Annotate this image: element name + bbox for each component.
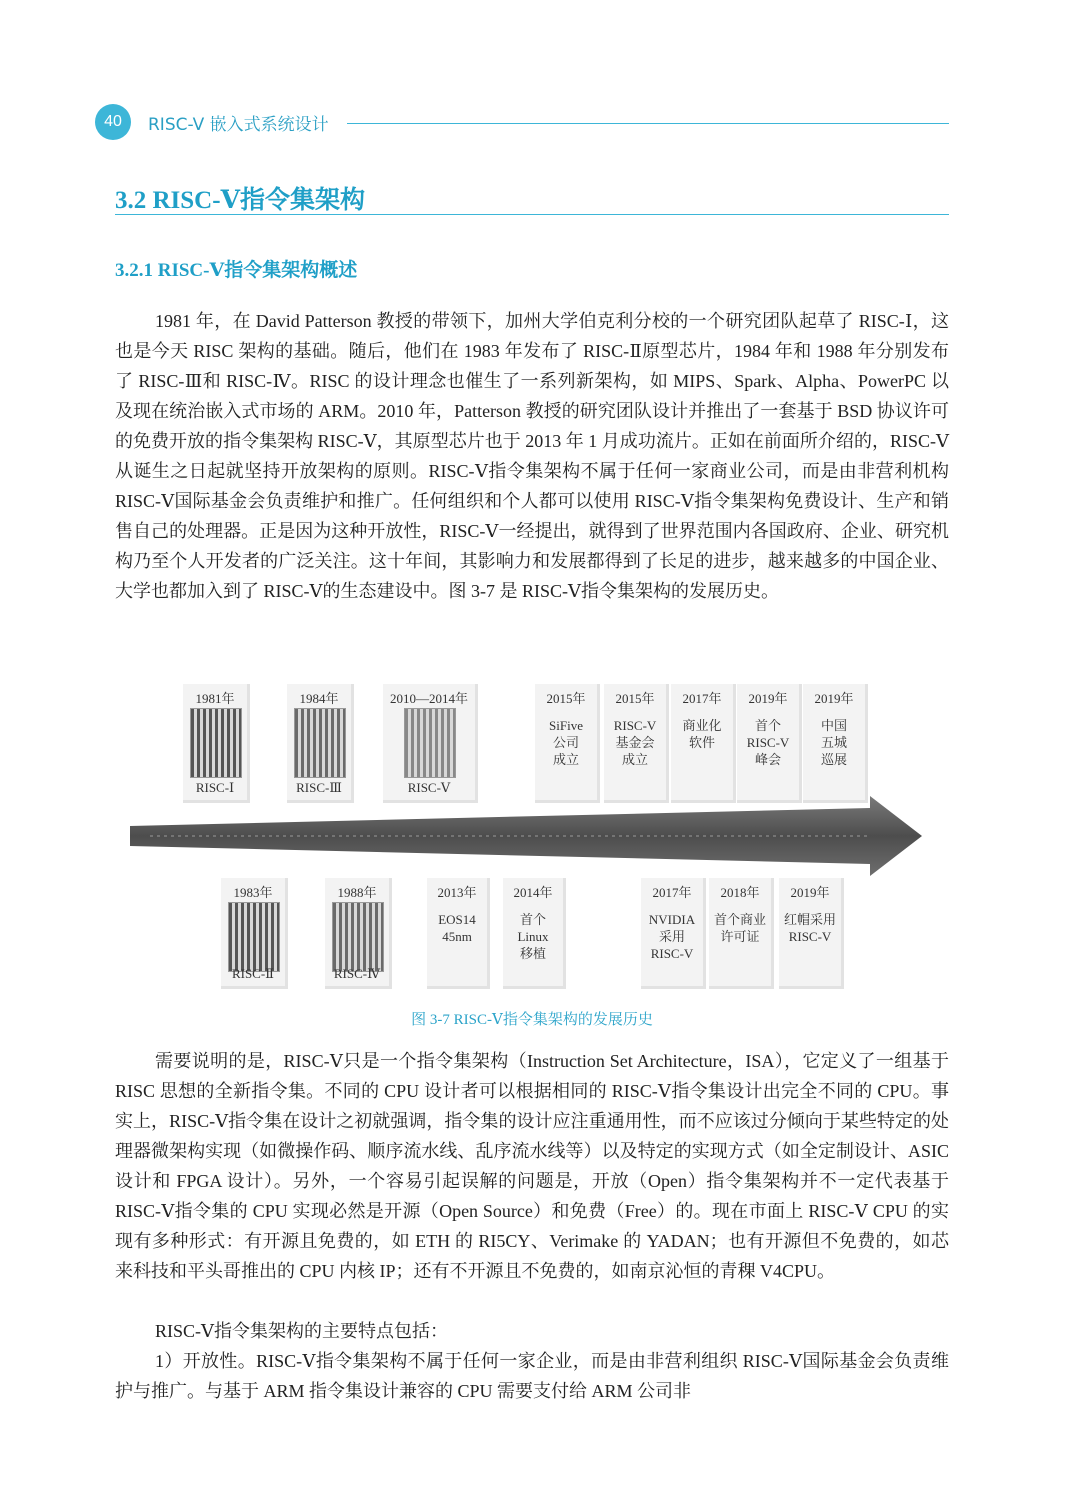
timeline-event: 首个 RISC-V 峰会	[746, 718, 790, 767]
chip-image	[332, 902, 384, 972]
chip-label: RISC-Ⅰ	[195, 780, 235, 795]
timeline-top-card	[604, 684, 669, 803]
timeline-event: 商业化 软件	[682, 718, 722, 750]
timeline-year: 2017年	[682, 691, 722, 706]
timeline-year: 2019年	[790, 885, 830, 900]
timeline-event: 首个 Linux 移植	[517, 912, 549, 961]
chip-image	[294, 708, 346, 778]
timeline-event: EOS14 45nm	[438, 912, 476, 944]
timeline-bottom-card	[641, 878, 706, 989]
paragraph-isa-explanation: 需要说明的是，RISC-Ⅴ只是一个指令集架构（Instruction Set Architecture，ISA），它定义了一组基于 RISC 思想的全新指令集。不同的 CPU 设计者可以根据相同的 RISC-Ⅴ指令集设计出完全不同的 CPU。事实上，RISC-Ⅴ指令集在设计之初就强调，指令集的设计应注重通用性，而不应该过分倾向于某些特定的处理器微架构实现（如微操作码、顺序流水线、乱序流水线等）以及特定的实现方式（如全定制设计、ASIC 设计和 FPGA 设计）。另外，一个容易引起误解的问题是，开放（Open）指令集架构并不一定代表基于 RISC-Ⅴ指令集的 CPU 实现必然是开源（Open Source）和免费（Free）的。现在市面上 RISC-Ⅴ CPU 的实现有多种形式：有开源且免费的，如 ETH 的 RI5CY、Verimake 的 YADAN；也有开源但不免费的，如芯来科技和平头哥推出的 CPU 内核 IP；还有不开源且不免费的，如南京沁恒的青稞 V4CPU。	[115, 1051, 949, 1281]
timeline-bottom-card	[427, 878, 490, 989]
timeline-year: 2017年	[652, 885, 692, 900]
timeline-event: NVIDIA 采用 RISC-V	[648, 912, 696, 961]
timeline-year: 2010—2014年	[389, 691, 468, 706]
paragraph-history: 1981 年，在 David Patterson 教授的带领下，加州大学伯克利分校的一个研究团队起草了 RISC-Ⅰ，这也是今天 RISC 架构的基础。随后，他们在 1983 年发布了 RISC-Ⅱ原型芯片，1984 年和 1988 年分别发布了 RISC-Ⅲ和 RISC-Ⅳ。RISC 的设计理念也催生了一系列新架构，如 MIPS、Spark、Alpha、PowerPC 以及现在统治嵌入式市场的 ARM。2010 年，Patterson 教授的研究团队设计并推出了一套基于 BSD 协议许可的免费开放的指令集架构 RISC-Ⅴ，其原型芯片也于 2013 年 1 月成功流片。正如在前面所介绍的，RISC-Ⅴ从诞生之日起就坚持开放架构的原则。RISC-Ⅴ指令集架构不属于任何一家商业公司，而是由非营利机构 RISC-Ⅴ国际基金会负责维护和推广。任何组织和个人都可以使用 RISC-Ⅴ指令集架构免费设计、生产和销售自己的处理器。正是因为这种开放性，RISC-Ⅴ一经提出，就得到了世界范围内各国政府、企业、研究机构乃至个人开发者的广泛关注。这十年间，其影响力和发展都得到了长足的进步，越来越多的中国企业、大学也都加入到了 RISC-Ⅴ的生态建设中。图 3-7 是 RISC-Ⅴ指令集架构的发展历史。	[115, 311, 949, 601]
timeline-top-card	[383, 684, 478, 803]
timeline-bottom-card	[709, 878, 774, 989]
header-rule	[347, 123, 949, 124]
timeline-top-card	[737, 684, 802, 803]
timeline-year: 1983年	[233, 885, 273, 900]
section-rule	[115, 214, 949, 215]
timeline-top-card	[535, 684, 600, 803]
timeline-bottom-card	[325, 878, 392, 989]
timeline-event: 中国 五城 巡展	[820, 718, 847, 767]
timeline-event: 红帽采用 RISC-V	[783, 912, 836, 944]
chip-label: RISC-Ⅲ	[296, 780, 342, 795]
figure-caption: 图 3-7 RISC-Ⅴ指令集架构的发展历史	[411, 1012, 653, 1028]
timeline-year: 2019年	[748, 691, 788, 706]
timeline-arrow	[130, 796, 940, 886]
timeline-year: 1981年	[195, 691, 235, 706]
chip-image	[404, 708, 456, 778]
chip-image	[228, 902, 280, 972]
paragraph-features-intro: RISC-Ⅴ指令集架构的主要特点包括：	[155, 1321, 449, 1341]
timeline-year: 1984年	[299, 691, 339, 706]
section-title: 3.2 RISC-Ⅴ指令集架构	[115, 187, 365, 214]
timeline-year: 2019年	[814, 691, 854, 706]
paragraph-feature-openness: 1）开放性。RISC-Ⅴ指令集架构不属于任何一家企业，而是由非营利组织 RISC-Ⅴ国际基金会负责维护与推广。与基于 ARM 指令集设计兼容的 CPU 需要支付给 ARM 公司非	[115, 1351, 949, 1401]
chip-image	[190, 708, 242, 778]
timeline-year: 2013年	[437, 885, 477, 900]
chip-label: RISC-Ⅴ	[407, 780, 451, 795]
timeline-year: 2015年	[615, 691, 655, 706]
timeline-year: 2014年	[513, 885, 553, 900]
subsection-title: 3.2.1 RISC-Ⅴ指令集架构概述	[115, 260, 358, 281]
timeline-year: 2018年	[720, 885, 760, 900]
page-number: 40	[95, 104, 131, 140]
timeline-event: 首个商业 许可证	[713, 912, 766, 944]
timeline-top-card	[183, 684, 250, 803]
timeline-event: SiFive 公司 成立	[549, 718, 583, 767]
timeline-event: RISC-V 基金会 成立	[613, 718, 657, 767]
book-title: RISC-V 嵌入式系统设计	[148, 115, 329, 135]
timeline-bottom-card	[779, 878, 844, 989]
timeline-year: 1988年	[337, 885, 377, 900]
timeline-top-card	[671, 684, 736, 803]
chip-label: RISC-Ⅱ	[231, 966, 275, 981]
timeline-top-card	[803, 684, 868, 803]
timeline-figure	[115, 680, 949, 1028]
timeline-top-card	[287, 684, 354, 803]
chip-label: RISC-Ⅳ	[333, 966, 381, 981]
timeline-year: 2015年	[546, 691, 586, 706]
timeline-bottom-card	[503, 878, 566, 989]
timeline-bottom-card	[221, 878, 288, 989]
